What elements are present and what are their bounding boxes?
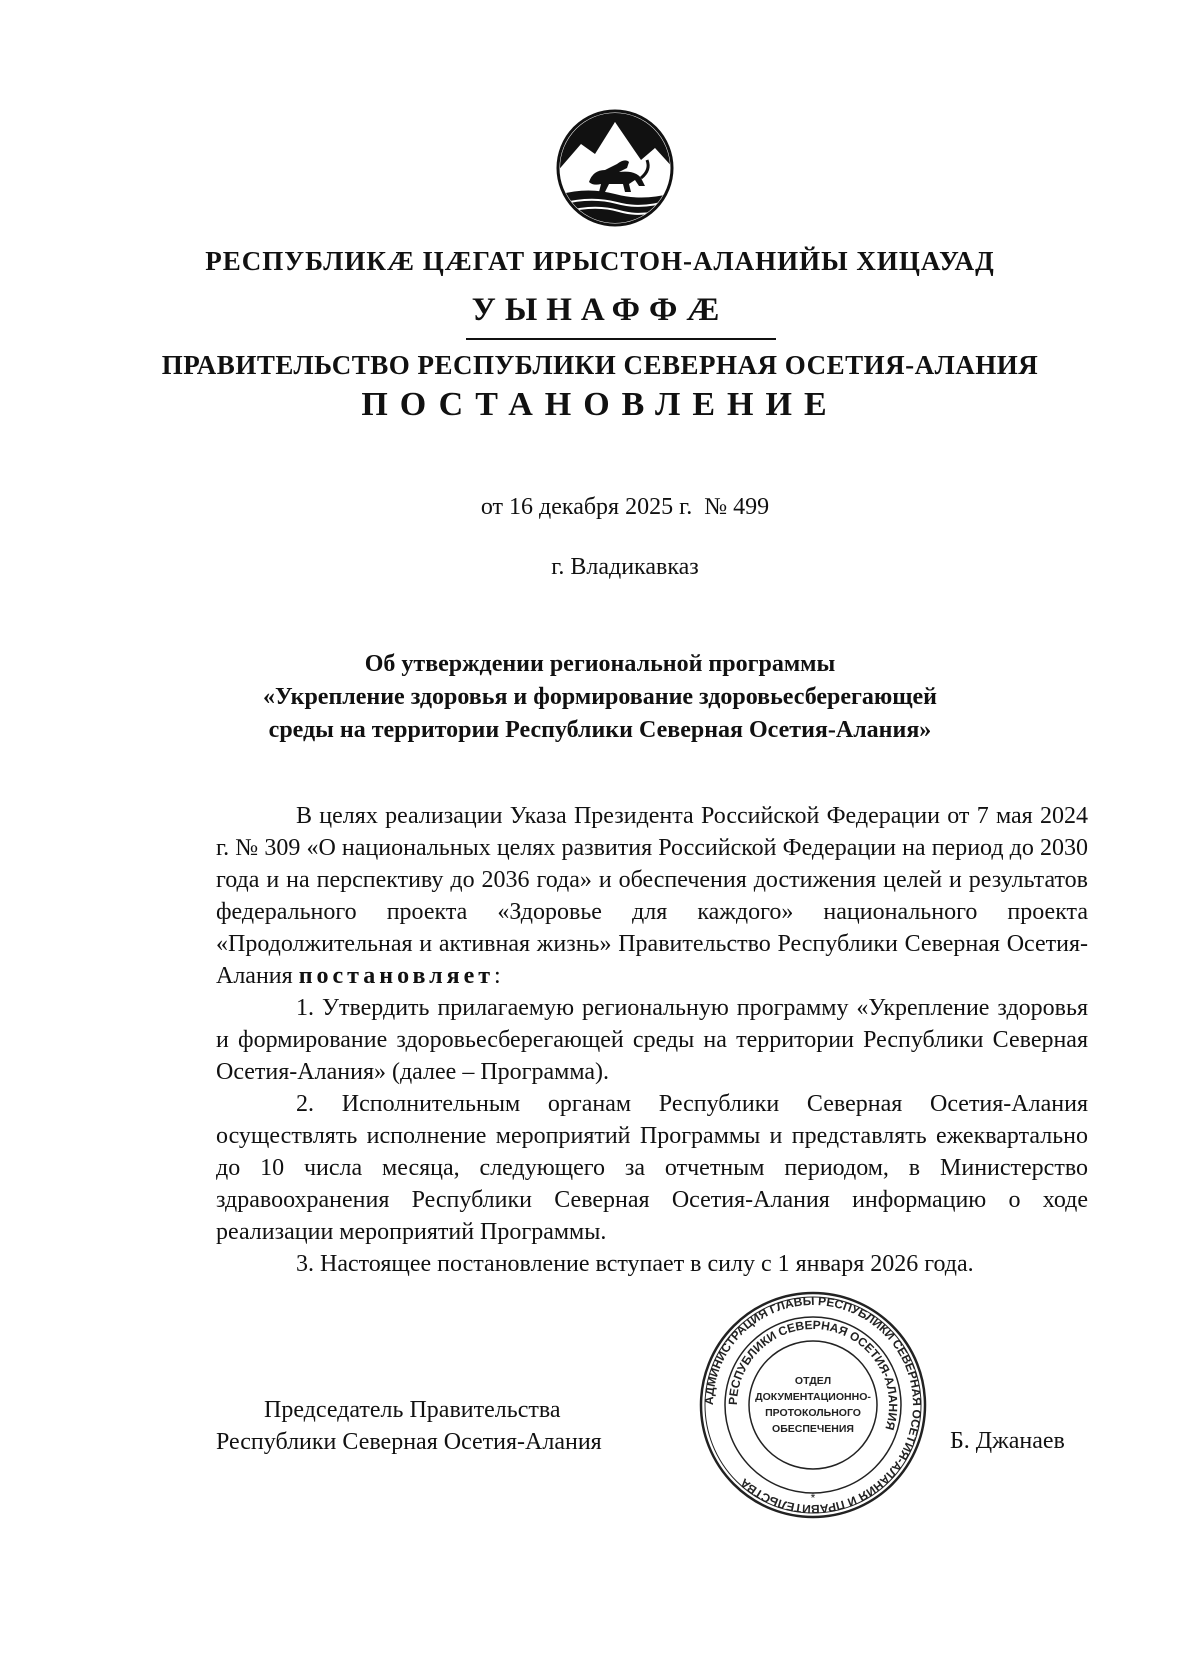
stamp-center-line-3: ПРОТОКОЛЬНОГО <box>765 1407 861 1419</box>
preamble-paragraph <box>216 800 1088 992</box>
document-city: г. Владикавказ <box>551 554 699 580</box>
russian-doc-type-heading: ПОСТАНОВЛЕНИЕ <box>361 386 839 423</box>
title-line-2: «Укрепление здоровья и формирование здоровьесберегающей <box>262 684 938 710</box>
official-stamp <box>695 1290 931 1520</box>
resolves-word: постановляет <box>298 963 495 989</box>
document-date-line <box>0 494 1200 521</box>
ossetian-government-heading: РЕСПУБЛИКÆ ЦÆГАТ ИРЫСТОН-АЛАНИЙЫ ХИЦАУАД <box>205 246 995 276</box>
header-divider <box>466 338 776 340</box>
ossetian-doc-type-heading: УЫНАФФÆ <box>471 292 729 328</box>
document-body <box>216 800 1088 1280</box>
document-number: № 499 <box>704 494 770 520</box>
signatory-position <box>216 1394 602 1458</box>
item-3-paragraph: 3. Настоящее постановление вступает в силу с 1 января 2026 года. <box>296 1251 974 1277</box>
stamp-center-line-1: ОТДЕЛ <box>794 1375 832 1387</box>
item-1-paragraph: 1. Утвердить прилагаемую региональную программу «Укрепление здоровья и формирование здоровьесберегающей среды на территории Республики Северная Осетия-Алания» (далее – Программа). <box>216 995 1088 1085</box>
signatory-position-line-1: Председатель Правительства <box>264 1397 561 1423</box>
stamp-center-line-2: ДОКУМЕНТАЦИОННО- <box>755 1391 871 1403</box>
title-line-1: Об утверждении региональной программы <box>364 651 836 677</box>
title-line-3: среды на территории Республики Северная Осетия-Алания» <box>268 717 932 743</box>
document-date: от 16 декабря 2025 г. <box>480 494 693 520</box>
coat-of-arms-emblem <box>555 108 675 228</box>
preamble-text: В целях реализации Указа Президента Российской Федерации от 7 мая 2024 г. № 309 «О национальных целях развития Российской Федерации на период до 2030 года и на перспективу до 2036 года» и обеспечения достижения целей и результатов федерального проекта «Здоровье для каждого» национального проекта «Продолжительная и активная жизнь» Правительство Республики Северная Осетия-Алания <box>216 803 1088 989</box>
signatory-position-line-2: Республики Северная Осетия-Алания <box>216 1429 602 1455</box>
document-title <box>0 648 1200 747</box>
stamp-center-line-4: ОБЕСПЕЧЕНИЯ <box>772 1423 854 1435</box>
russian-government-heading: ПРАВИТЕЛЬСТВО РЕСПУБЛИКИ СЕВЕРНАЯ ОСЕТИЯ-АЛАНИЯ <box>161 350 1039 380</box>
stamp-star-icon: * <box>810 1491 816 1505</box>
stamp-outer-ring-text: АДМИНИСТРАЦИЯ ГЛАВЫ РЕСПУБЛИКИ СЕВЕРНАЯ ОСЕТИЯ-АЛАНИЯ И ПРАВИТЕЛЬСТВА <box>701 1293 925 1517</box>
resolves-colon: : <box>494 963 501 989</box>
stamp-inner-ring-text: РЕСПУБЛИКИ СЕВЕРНАЯ ОСЕТИЯ-АЛАНИЯ <box>725 1317 901 1432</box>
item-2-paragraph: 2. Исполнительным органам Республики Северная Осетия-Алания осуществлять исполнение мероприятий Программы и представлять ежеквартально до 10 числа месяца, следующего за отчетным периодом, в Министерство здравоохранения Республики Северная Осетия-Алания информацию о ходе реализации мероприятий Программы. <box>216 1091 1088 1245</box>
signatory-name: Б. Джанаев <box>950 1428 1065 1454</box>
